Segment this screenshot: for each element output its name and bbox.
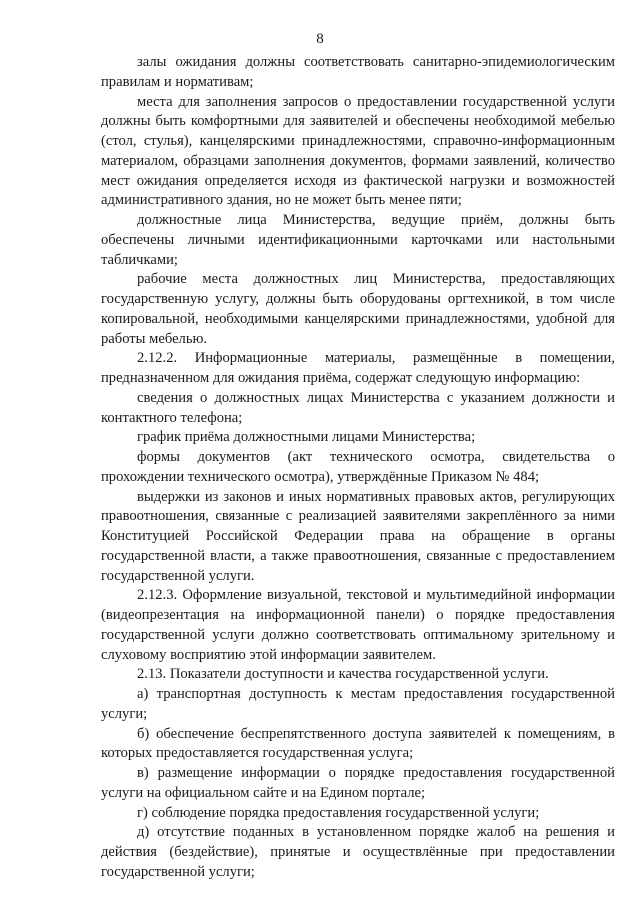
- paragraph-2-12-2: 2.12.2. Информационные материалы, размещённые в помещении, предназначенном для ожидания приёма, содержат следующую информацию:: [101, 350, 615, 386]
- list-item-d: д) отсутствие поданных в установленном порядке жалоб на решения и действия (бездействие), принятые и осуществлённые при предоставлении государственной услуги;: [101, 824, 615, 880]
- paragraph-workplaces: рабочие места должностных лиц Министерства, предоставляющих государственную услугу, должны быть оборудованы оргтехникой, в том числе копировальной, необходимыми канцелярскими принадлежностями, удобной для работы мебелью.: [101, 271, 615, 347]
- paragraph-document-forms: формы документов (акт технического осмотра, свидетельства о прохождении технического осмотра), утверждённые Приказом № 484;: [101, 449, 615, 485]
- page-number: 8: [316, 31, 324, 47]
- list-item-v: в) размещение информации о порядке предоставления государственной услуги на официальном сайте и на Едином портале;: [101, 765, 615, 801]
- paragraph-2-12-3: 2.12.3. Оформление визуальной, текстовой и мультимедийной информации (видеопрезентация на информационной панели) о порядке предоставления государственной услуги должно соответствовать оптимальному зрительному и слуховому восприятию этой информации заявителем.: [101, 587, 615, 663]
- paragraph-law-extracts: выдержки из законов и иных нормативных правовых актов, регулирующих правоотношения, связанные с реализацией заявителями закреплённого за ними Конституцией Российской Федерации права на обращение в органы государственной власти, а также правоотношения, связанные с предоставлением государственной услуги.: [101, 488, 615, 584]
- list-item-b: б) обеспечение беспрепятственного доступа заявителей к помещениям, в которых предоставляется государственная услуга;: [101, 725, 615, 762]
- paragraph-request-places: места для заполнения запросов о предоставлении государственной услуги должны быть комфортными для заявителей и обеспечены необходимой мебелью (стол, стулья), канцелярскими принадлежностями, справочно-информационным материалом, образцами заполнения документов, формами заявлений, количество мест ожидания определяется исходя из фактической нагрузки и возможностей административного здания, но не может быть менее пяти;: [101, 93, 615, 209]
- document-body: [101, 53, 615, 883]
- list-item-g: г) соблюдение порядка предоставления государственной услуги;: [137, 804, 540, 821]
- paragraph-waiting-halls: залы ожидания должны соответствовать санитарно-эпидемиологическим правилам и нормативам;: [101, 54, 615, 90]
- paragraph-schedule: график приёма должностными лицами Министерства;: [137, 429, 476, 446]
- paragraph-2-13: 2.13. Показатели доступности и качества государственной услуги.: [137, 666, 549, 683]
- paragraph-officials-info: сведения о должностных лицах Министерства с указанием должности и контактного телефона;: [101, 389, 615, 426]
- list-item-a: а) транспортная доступность к местам предоставления государственной услуги;: [101, 686, 615, 722]
- paragraph-officials-cards: должностные лица Министерства, ведущие приём, должны быть обеспечены личными идентификационными карточками или настольными табличками;: [101, 212, 615, 268]
